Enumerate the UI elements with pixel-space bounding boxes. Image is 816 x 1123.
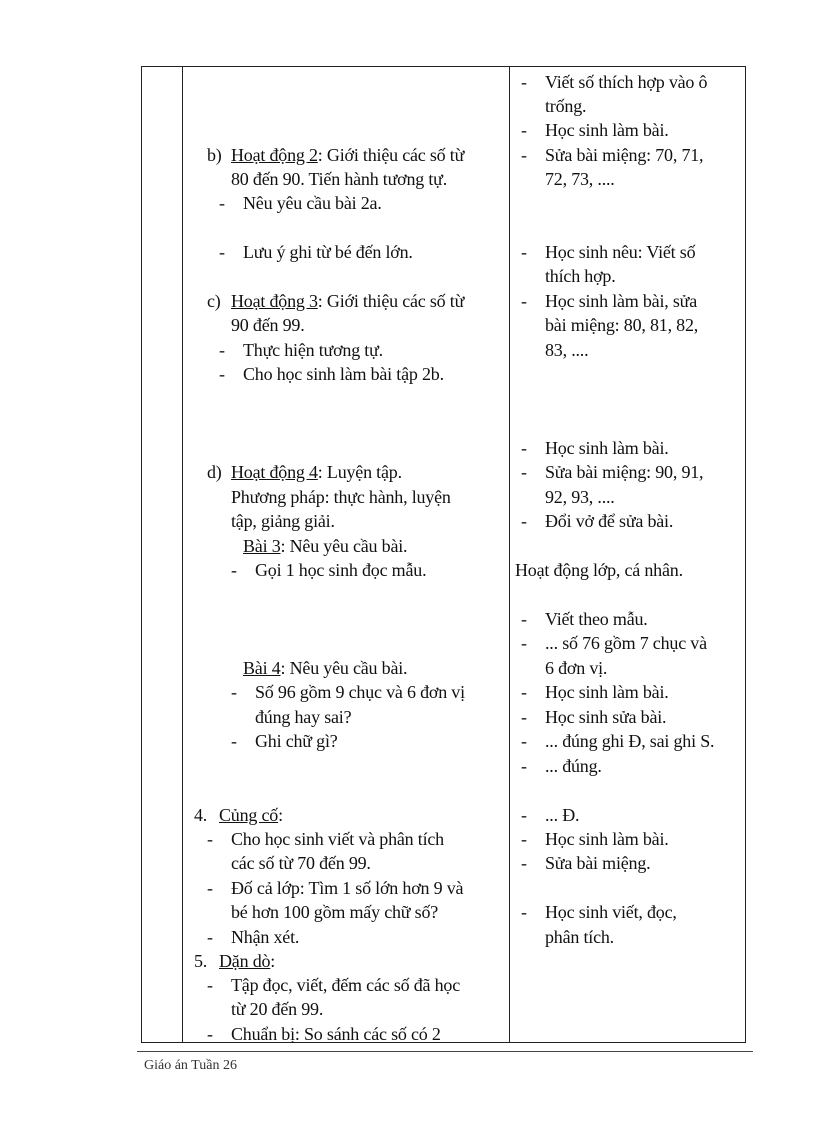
- dash: -: [219, 193, 225, 213]
- section-4-colon: :: [278, 805, 283, 825]
- section-4-item-3: Nhận xét.: [231, 927, 300, 947]
- dash: -: [521, 731, 527, 751]
- section-5-item-1: Tập đọc, viết, đếm các số đã học: [231, 975, 461, 995]
- student-item-10: Viết theo mẫu.: [545, 609, 648, 629]
- student-item-11: ... số 76 gồm 7 chục và: [545, 633, 707, 653]
- activity-b-item-2: Lưu ý ghi từ bé đến lớn.: [243, 242, 413, 262]
- column-divider-1: [182, 67, 183, 1042]
- exercise-4-item-1-cont: đúng hay sai?: [255, 707, 352, 727]
- student-item-13: Học sinh sửa bài.: [545, 707, 667, 727]
- section-5-colon: :: [270, 951, 276, 971]
- section-4-item-1: Cho học sinh viết và phân tích: [231, 829, 444, 849]
- student-item-6: Học sinh làm bài.: [545, 438, 669, 458]
- dash: -: [521, 707, 527, 727]
- dash: -: [207, 975, 213, 995]
- exercise-4-heading: [243, 657, 407, 679]
- dash: -: [521, 756, 527, 776]
- student-item-1: Viết số thích hợp vào ô: [545, 72, 708, 92]
- student-item-7: Sửa bài miệng: 90, 91,: [545, 462, 704, 482]
- dash: -: [521, 145, 527, 165]
- activity-c-label: c): [207, 291, 221, 311]
- student-item-8: Đổi vở để sửa bài.: [545, 511, 674, 531]
- student-item-7-cont: 92, 93, ....: [545, 487, 615, 507]
- exercise-3-desc: : Nêu yêu cầu bài.: [280, 536, 408, 556]
- activity-c-title: Hoạt động 3: [231, 291, 318, 311]
- dash: -: [219, 364, 225, 384]
- activity-c-desc-2: 90 đến 99.: [231, 315, 305, 335]
- exercise-3-item-1: Gọi 1 học sinh đọc mẫu.: [255, 560, 427, 580]
- student-item-5: Học sinh làm bài, sửa: [545, 291, 698, 311]
- activity-b-label: b): [207, 145, 222, 165]
- activity-b-heading: [231, 144, 464, 166]
- student-item-19-cont: phân tích.: [545, 927, 614, 947]
- section-5-item-1-cont: từ 20 đến 99.: [231, 999, 324, 1019]
- student-item-1-cont: trống.: [545, 96, 587, 116]
- section-5-item-2: Chuẩn bị: So sánh các số có 2: [231, 1024, 441, 1044]
- dash: -: [521, 72, 527, 92]
- activity-c-heading: [231, 290, 464, 312]
- activity-c-item-1: Thực hiện tương tự.: [243, 340, 383, 360]
- student-item-2: Học sinh làm bài.: [545, 120, 669, 140]
- section-4-heading: [219, 804, 283, 826]
- section-4-item-2-cont: bé hơn 100 gồm mấy chữ số?: [231, 902, 439, 922]
- dash: -: [219, 242, 225, 262]
- section-5-number: 5.: [194, 951, 208, 971]
- exercise-4-desc: : Nêu yêu cầu bài.: [280, 658, 408, 678]
- dash: -: [521, 609, 527, 629]
- activity-b-desc: : Giới thiệu các số từ: [317, 145, 465, 165]
- dash: -: [521, 682, 527, 702]
- dash: -: [219, 340, 225, 360]
- dash: -: [207, 1024, 213, 1044]
- activity-d-method-2: tập, giảng giải.: [231, 511, 335, 531]
- student-item-17: Học sinh làm bài.: [545, 829, 669, 849]
- student-item-5-cont: bài miệng: 80, 81, 82,: [545, 315, 699, 335]
- activity-d-desc: : Luyện tập.: [317, 462, 402, 482]
- section-5-heading: [219, 950, 275, 972]
- student-item-5-cont-2: 83, ....: [545, 340, 589, 360]
- exercise-3-title: Bài 3: [243, 536, 281, 556]
- dash: -: [231, 560, 237, 580]
- student-item-4: Học sinh nêu: Viết số: [545, 242, 696, 262]
- activity-b-desc-2: 80 đến 90. Tiến hành tương tự.: [231, 169, 448, 189]
- column-divider-2: [509, 67, 510, 1042]
- dash: -: [521, 829, 527, 849]
- dash: -: [521, 462, 527, 482]
- student-item-14: ... đúng ghi Đ, sai ghi S.: [545, 731, 715, 751]
- dash: -: [207, 927, 213, 947]
- section-4-item-1-cont: các số từ 70 đến 99.: [231, 853, 371, 873]
- exercise-4-item-1: Số 96 gồm 9 chục và 6 đơn vị: [255, 682, 465, 702]
- exercise-4-item-2: Ghi chữ gì?: [255, 731, 338, 751]
- dash: -: [521, 242, 527, 262]
- dash: -: [521, 291, 527, 311]
- exercise-4-title: Bài 4: [243, 658, 281, 678]
- activity-d-method: Phương pháp: thực hành, luyện: [231, 487, 451, 507]
- activity-c-item-2: Cho học sinh làm bài tập 2b.: [243, 364, 444, 384]
- student-item-3: Sửa bài miệng: 70, 71,: [545, 145, 704, 165]
- student-item-3-cont: 72, 73, ....: [545, 169, 615, 189]
- activity-b-item-1: Nêu yêu cầu bài 2a.: [243, 193, 382, 213]
- dash: -: [521, 902, 527, 922]
- activity-d-heading: [231, 461, 402, 483]
- dash: -: [231, 731, 237, 751]
- activity-b-title: Hoạt động 2: [231, 145, 318, 165]
- dash: -: [207, 829, 213, 849]
- dash: -: [521, 120, 527, 140]
- dash: -: [521, 511, 527, 531]
- student-item-15: ... đúng.: [545, 756, 602, 776]
- page-footer: Giáo án Tuần 26: [144, 1058, 237, 1073]
- section-4-number: 4.: [194, 805, 208, 825]
- section-4-title: Củng cố: [219, 805, 279, 825]
- activity-c-desc: : Giới thiệu các số từ: [317, 291, 465, 311]
- student-item-16: ... Đ.: [545, 805, 580, 825]
- dash: -: [521, 438, 527, 458]
- section-5-title: Dặn dò: [219, 951, 271, 971]
- dash: -: [521, 805, 527, 825]
- section-4-item-2: Đố cả lớp: Tìm 1 số lớn hơn 9 và: [231, 878, 464, 898]
- student-item-19: Học sinh viết, đọc,: [545, 902, 677, 922]
- student-activity-mode: Hoạt động lớp, cá nhân.: [515, 560, 683, 580]
- dash: -: [231, 682, 237, 702]
- student-item-11-cont: 6 đơn vị.: [545, 658, 608, 678]
- activity-d-label: d): [207, 462, 222, 482]
- dash: -: [207, 878, 213, 898]
- exercise-3-heading: [243, 535, 407, 557]
- dash: -: [521, 633, 527, 653]
- student-item-4-cont: thích hợp.: [545, 266, 616, 286]
- footer-divider: [137, 1051, 753, 1052]
- activity-d-title: Hoạt động 4: [231, 462, 318, 482]
- dash: -: [521, 853, 527, 873]
- student-item-18: Sửa bài miệng.: [545, 853, 651, 873]
- student-item-12: Học sinh làm bài.: [545, 682, 669, 702]
